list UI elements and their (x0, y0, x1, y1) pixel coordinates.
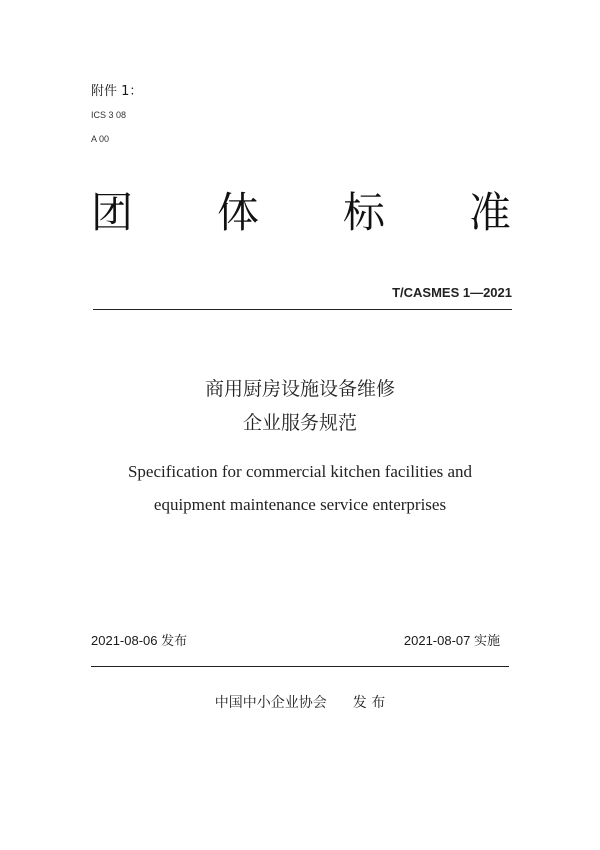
standard-number: T/CASMES 1—2021 (392, 285, 512, 300)
english-title-line-1: Specification for commercial kitchen facilities and (127, 462, 473, 481)
release-date: 2021-08-06 发布 (91, 633, 188, 648)
title-char: 体 (216, 188, 259, 237)
title-char: 标 (342, 188, 385, 237)
header-divider (93, 309, 512, 310)
chinese-title-line-2: 企业服务规范 (242, 412, 357, 434)
implementation-date: 2021-08-07 实施 (403, 633, 500, 648)
title-char: 团 (91, 188, 134, 237)
chinese-title-line-1: 商用厨房设施设备维修 (204, 378, 395, 400)
ics-code: ICS 3 08 (91, 110, 127, 120)
title-char: 准 (468, 188, 511, 237)
attachment-label: 附件 1： (91, 84, 143, 99)
ccs-code: A 00 (91, 134, 110, 144)
publisher-action: 发 布 (352, 695, 386, 711)
publisher-name: 中国中小企业协会 (214, 695, 327, 711)
standard-type-title (91, 180, 511, 240)
publisher-line (0, 692, 600, 712)
english-title-line-2: equipment maintenance service enterprises (153, 495, 447, 514)
footer-divider (91, 666, 509, 667)
